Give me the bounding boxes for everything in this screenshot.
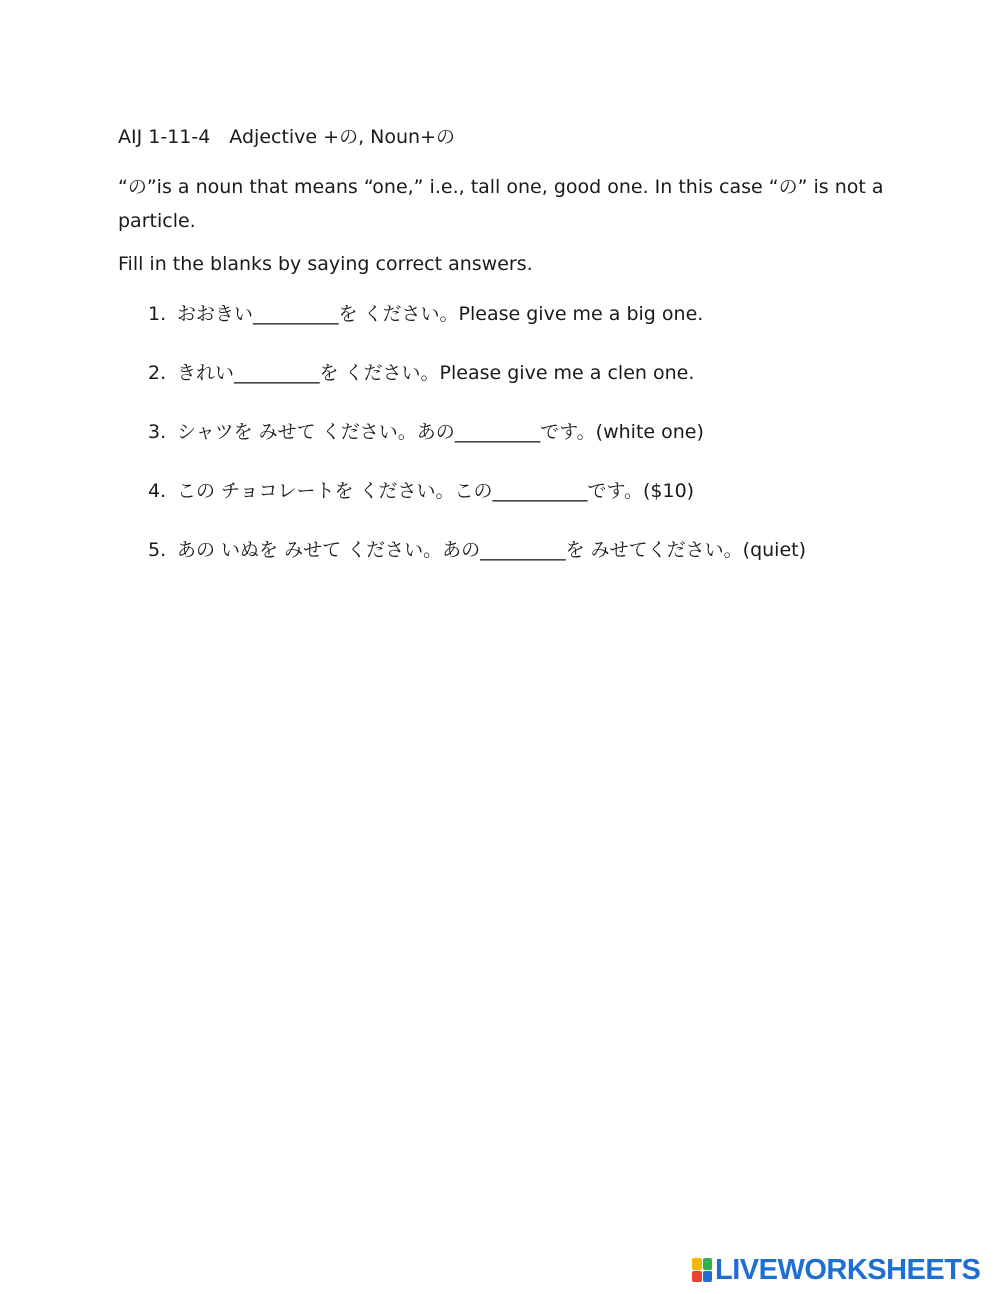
logo-block-4 — [703, 1271, 713, 1283]
question-list — [148, 299, 806, 594]
question-number: 3. — [148, 421, 167, 443]
instruction-text: Fill in the blanks by saying correct answers. — [118, 253, 533, 275]
liveworksheets-logo — [692, 1255, 980, 1285]
question-item — [148, 476, 806, 535]
question-number: 4. — [148, 480, 167, 502]
question-number: 2. — [148, 362, 167, 384]
page-title: AIJ 1-11-4 Adjective +の, Noun+の — [118, 126, 455, 148]
logo-block-1 — [692, 1258, 702, 1270]
intro-paragraph: “の”is a noun that means “one,” i.e., tall one, good one. In this case “の” is not a particle. — [118, 176, 884, 232]
logo-text: LIVEWORKSHEETS — [715, 1253, 981, 1286]
question-text: この チョコレートを ください。この__________です。($10) — [177, 480, 695, 502]
question-text: おおきい_________を ください。Please give me a big one. — [177, 303, 704, 325]
question-item — [148, 417, 806, 476]
question-number: 1. — [148, 303, 167, 325]
question-text: あの いぬを みせて ください。あの_________を みせてください。(quiet) — [177, 539, 807, 561]
logo-mark-icon — [692, 1258, 712, 1282]
question-text: シャツを みせて ください。あの_________です。(white one) — [177, 421, 704, 443]
question-number: 5. — [148, 539, 167, 561]
question-item — [148, 535, 806, 594]
question-item — [148, 299, 806, 358]
question-item — [148, 358, 806, 417]
logo-block-3 — [692, 1271, 702, 1283]
logo-block-2 — [703, 1258, 713, 1270]
question-text: きれい_________を ください。Please give me a clen one. — [177, 362, 695, 384]
